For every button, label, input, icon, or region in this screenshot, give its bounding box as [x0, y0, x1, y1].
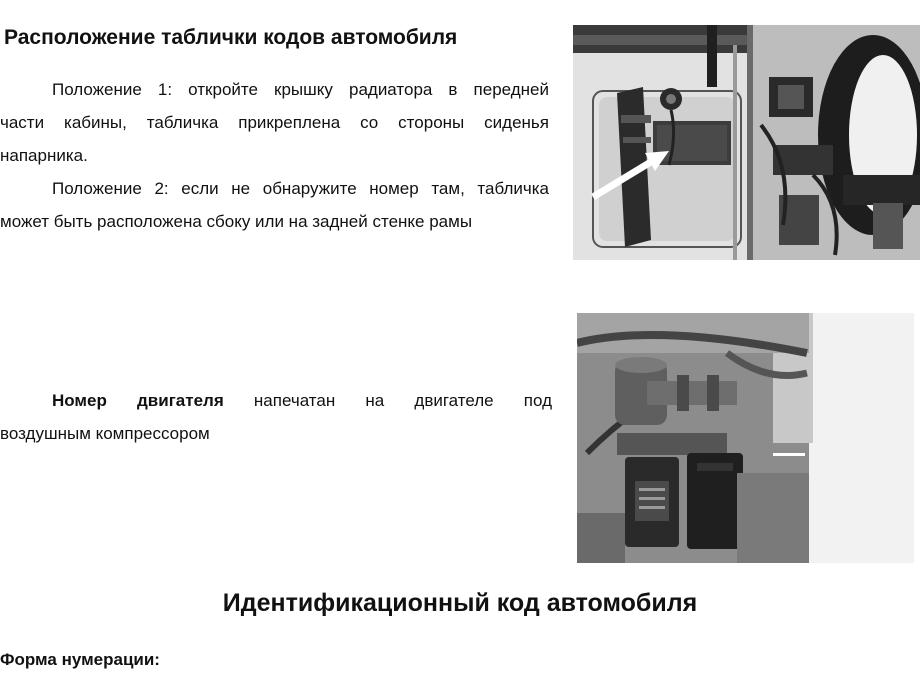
numbering-form-label: Форма нумерации:: [0, 650, 160, 669]
engine-number-text: напечатан на двигателе под: [253, 391, 552, 410]
engine-number-first-line: [0, 384, 552, 417]
position-1-paragraph: [0, 73, 549, 172]
vin-heading: Идентификационный код автомобиля: [222, 589, 698, 617]
position-2-first-line: Положение 2: если не обнаружите номер там, табличка: [52, 179, 549, 198]
engine-photo: [577, 313, 914, 563]
engine-number-rest: воздушным компрессором: [0, 424, 210, 443]
position-1-rest: части кабины, табличка прикреплена со стороны сиденья напарника.: [0, 113, 549, 165]
engine-number-paragraph: [0, 384, 552, 450]
position-1-first-line: Положение 1: откройте крышку радиатора в передней: [52, 80, 549, 99]
engine-number-label: Номер двигателя: [52, 391, 224, 410]
position-2-paragraph: [0, 172, 549, 238]
code-plate-photo: [573, 25, 920, 260]
location-heading: Расположение таблички кодов автомобиля: [4, 26, 458, 49]
position-2-rest: может быть расположена сбоку или на задней стенке рамы: [0, 212, 473, 231]
